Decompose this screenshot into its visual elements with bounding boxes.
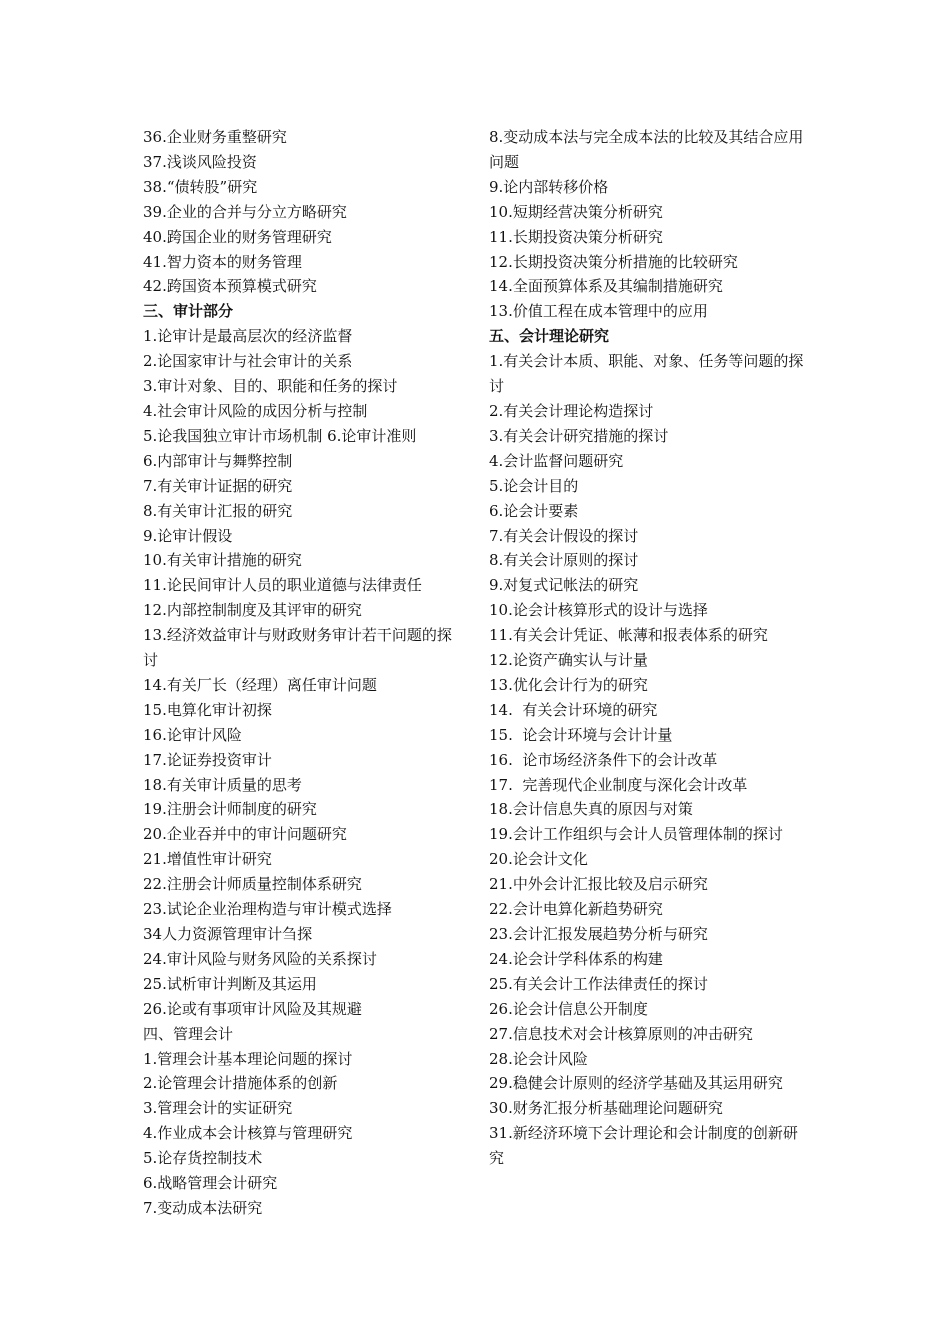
list-item: 31.新经济环境下会计理论和会计制度的创新研究: [489, 1124, 798, 1168]
list-item: 11.有关会计凭证、帐薄和报表体系的研究: [489, 626, 768, 645]
list-item: 12.长期投资决策分析措施的比较研究: [489, 252, 738, 271]
list-item: 19.会计工作组织与会计人员管理体制的探讨: [489, 825, 783, 844]
list-item: 12.论资产确实认与计量: [489, 651, 648, 670]
list-item: 17. 完善现代企业制度与深化会计改革: [489, 775, 748, 794]
list-item: 13.经济效益审计与财政财务审计若干问题的探讨: [143, 626, 452, 670]
list-item: 2.论管理会计措施体系的创新: [143, 1074, 338, 1093]
list-item: 2.论国家审计与社会审计的关系: [143, 352, 353, 371]
list-item: 11.论民间审计人员的职业道德与法律责任: [143, 576, 422, 595]
list-item: 30.财务汇报分析基础理论问题研究: [489, 1099, 723, 1118]
list-item: 13.价值工程在成本管理中的应用: [489, 302, 708, 321]
list-item: 25.有关会计工作法律责任的探讨: [489, 974, 708, 993]
list-item: 14.全面预算体系及其编制措施研究: [489, 277, 723, 296]
list-item: 29.稳健会计原则的经济学基础及其运用研究: [489, 1074, 783, 1093]
list-item: 15.电算化审计初探: [143, 700, 272, 719]
list-item: 21.增值性审计研究: [143, 850, 272, 869]
right-column: [489, 125, 807, 1171]
list-item: 17.论证券投资审计: [143, 750, 272, 769]
list-item: 24.论会计学科体系的构建: [489, 949, 663, 968]
list-item: 36.企业财务重整研究: [143, 128, 287, 146]
list-item: 15. 论会计环境与会计计量: [489, 725, 673, 744]
list-item: 34人力资源管理审计刍探: [143, 925, 313, 943]
list-item: 4.作业成本会计核算与管理研究: [143, 1124, 353, 1143]
list-item: 26.论或有事项审计风险及其规避: [143, 999, 362, 1018]
list-item: 1.有关会计本质、职能、对象、任务等问题的探讨: [489, 352, 804, 396]
list-item: 9.对复式记帐法的研究: [489, 576, 639, 595]
list-item: 42.跨国资本预算模式研究: [143, 277, 317, 296]
list-item: 11.长期投资决策分析研究: [489, 227, 663, 246]
list-item: 5.论会计目的: [489, 476, 579, 495]
list-item: 4.会计监督问题研究: [489, 451, 624, 470]
list-item: 16. 论市场经济条件下的会计改革: [489, 750, 718, 769]
list-item: 26.论会计信息公开制度: [489, 999, 648, 1018]
list-item: 40.跨国企业的财务管理研究: [143, 227, 332, 246]
list-item: 9.论内部转移价格: [489, 177, 609, 196]
list-item: 12.内部控制制度及其评审的研究: [143, 601, 362, 620]
list-item: 14.有关厂长（经理）离任审计问题: [143, 675, 377, 694]
list-item: 3.有关会计研究措施的探讨: [489, 426, 669, 445]
list-item: 1.管理会计基本理论问题的探讨: [143, 1049, 353, 1068]
list-item: 5.论我国独立审计市场机制 6.论审计准则: [143, 426, 417, 445]
list-item: 1.论审计是最高层次的经济监督: [143, 327, 353, 346]
list-item: 14. 有关会计环境的研究: [489, 700, 658, 719]
list-item: 22.注册会计师质量控制体系研究: [143, 875, 362, 894]
list-item: 7.变动成本法研究: [143, 1198, 263, 1217]
list-item: 24.审计风险与财务风险的关系探讨: [143, 949, 377, 968]
list-item: 10.短期经营决策分析研究: [489, 202, 663, 221]
list-item: 28.论会计风险: [489, 1049, 588, 1068]
list-item: 8.有关审计汇报的研究: [143, 501, 293, 520]
list-item: 37.浅谈风险投资: [143, 152, 257, 171]
list-item: 39.企业的合并与分立方略研究: [143, 202, 347, 221]
list-item: 10.有关审计措施的研究: [143, 551, 302, 570]
list-item: 13.优化会计行为的研究: [489, 675, 648, 694]
list-item: 8.有关会计原则的探讨: [489, 551, 639, 570]
list-item: 5.论存货控制技术: [143, 1149, 263, 1168]
list-item: 6.内部审计与舞弊控制: [143, 451, 293, 470]
list-item: 2.有关会计理论构造探讨: [489, 401, 654, 420]
list-item: 18.有关审计质量的思考: [143, 775, 302, 794]
list-item: 7.有关会计假设的探讨: [489, 526, 639, 545]
list-item: 19.注册会计师制度的研究: [143, 800, 317, 819]
list-item: 23.会计汇报发展趋势分析与研究: [489, 925, 708, 943]
list-item: 3.管理会计的实证研究: [143, 1099, 293, 1118]
list-item: 22.会计电算化新趋势研究: [489, 900, 663, 919]
list-item: 7.有关审计证据的研究: [143, 476, 293, 495]
list-item: 3.审计对象、目的、职能和任务的探讨: [143, 377, 398, 396]
list-item: 20.企业吞并中的审计问题研究: [143, 825, 347, 844]
list-item: 20.论会计文化: [489, 850, 588, 869]
list-item: 8.变动成本法与完全成本法的比较及其结合应用问题: [489, 128, 804, 171]
list-item: 21.中外会计汇报比较及启示研究: [489, 875, 708, 894]
list-item: 41.智力资本的财务管理: [143, 252, 302, 271]
list-item: 16.论审计风险: [143, 725, 242, 744]
list-item: 9.论审计假设: [143, 526, 233, 545]
list-item: 25.试析审计判断及其运用: [143, 974, 317, 993]
list-item: 6.论会计要素: [489, 501, 579, 520]
left-column: [143, 125, 463, 1221]
list-item: 10.论会计核算形式的设计与选择: [489, 601, 708, 620]
list-item: 6.战略管理会计研究: [143, 1174, 278, 1193]
list-item: 18.会计信息失真的原因与对策: [489, 800, 693, 819]
list-item: 38.“债转股”研究: [143, 177, 258, 196]
section-heading: 三、审计部分: [143, 302, 234, 321]
list-item: 27.信息技术对会计核算原则的冲击研究: [489, 1024, 753, 1043]
list-item: 四、管理会计: [143, 1024, 234, 1043]
section-heading: 五、会计理论研究: [489, 327, 610, 346]
list-item: 4.社会审计风险的成因分析与控制: [143, 401, 368, 420]
list-item: 23.试论企业治理构造与审计模式选择: [143, 900, 392, 919]
